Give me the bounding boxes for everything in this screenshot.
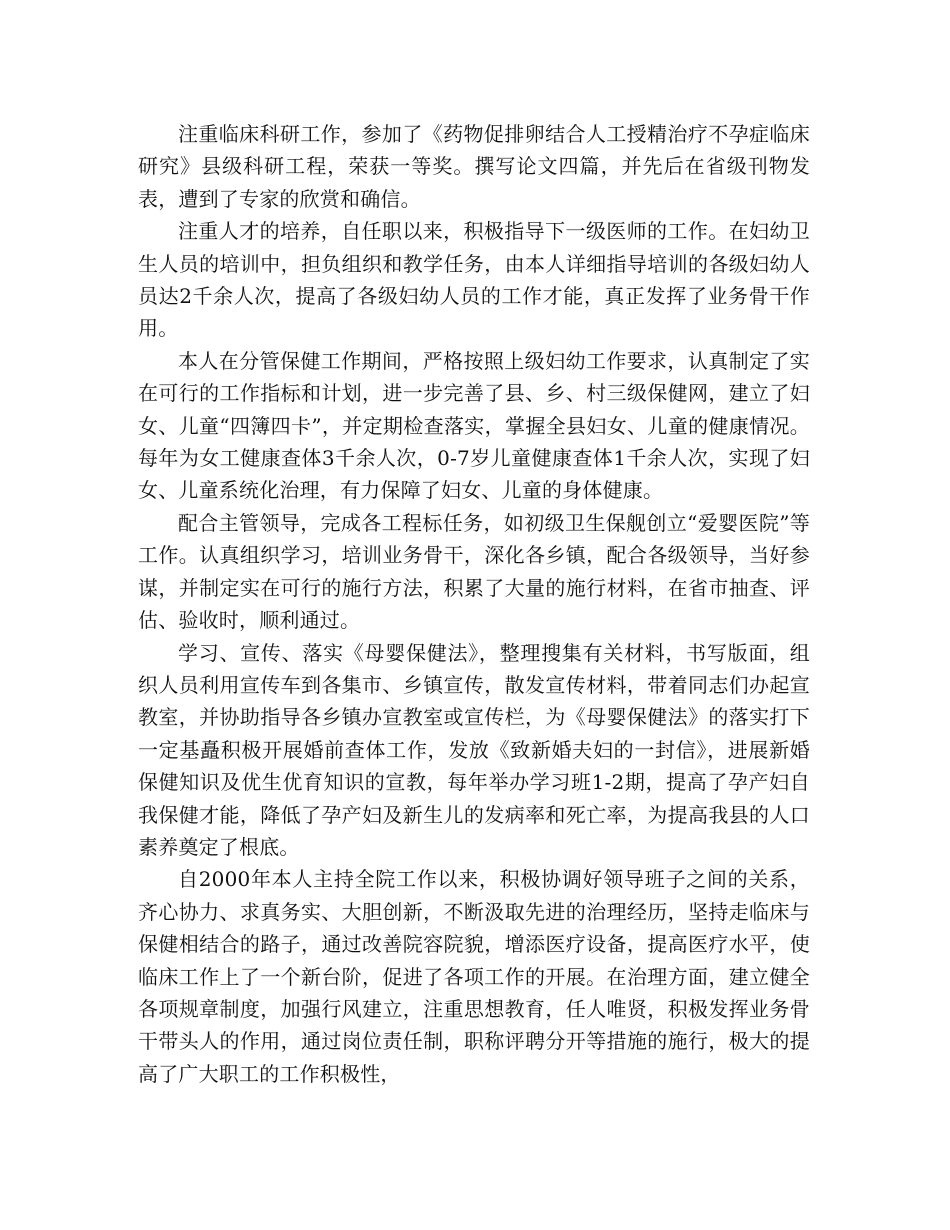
- paragraph-maternal-law-publicity: 学习、宣传、落实《母婴保健法》，整理搜集有关材料，书写版面，组织人员利用宣传车到各集市、乡镇宣传，散发宣传材料，带着同志们办起宣教室，并协助指导各乡镇办宣教室或宣传栏，为《母婴保健法》的落实打下一定基矗积极开展婚前查体工作，发放《致新婚夫妇的一封信》，进展新婚保健知识及优生优育知识的宣教，每年举办学习班1-2期，提高了孕产妇自我保健才能，降低了孕产妇及新生儿的发病率和死亡率，为提高我县的人口素养奠定了根底。: [138, 640, 810, 859]
- paragraph-hospital-management: 自2000年本人主持全院工作以来，积极协调好领导班子之间的关系，齐心协力、求真务实、大胆创新，不断汲取先进的治理经历，坚持走临床与保健相结合的路子，通过改善院容院貌，增添医疗设备，提高医疗水平，使临床工作上了一个新台阶，促进了各项工作的开展。在治理方面，建立健全各项规章制度，加强行风建立，注重思想教育，任人唯贤，积极发挥业务骨干带头人的作用，通过岗位责任制，职称评聘分开等措施的施行，极大的提高了广大职工的工作积极性，: [138, 867, 810, 1086]
- paragraph-target-tasks: 配合主管领导，完成各工程标任务，如初级卫生保舰创立“爱婴医院”等工作。认真组织学习，培训业务骨干，深化各乡镇，配合各级领导，当好参谋，并制定实在可行的施行方法，积累了大量的施行材料，在省市抽查、评估、验收时，顺利通过。: [138, 510, 810, 633]
- document-body: [138, 118, 810, 1090]
- paragraph-research: 注重临床科研工作，参加了《药物促排卵结合人工授精治疗不孕症临床研究》县级科研工程，荣获一等奖。撰写论文四篇，并先后在省级刊物发表，遭到了专家的欣赏和确信。: [138, 122, 810, 211]
- paragraph-talent-training: 注重人才的培养，自任职以来，积极指导下一级医师的工作。在妇幼卫生人员的培训中，担负组织和教学任务，由本人详细指导培训的各级妇幼人员达2千余人次，提高了各级妇幼人员的工作才能，真正发挥了业务骨干作用。: [138, 219, 810, 341]
- paragraph-health-care-work: 本人在分管保健工作期间，严格按照上级妇幼工作要求，认真制定了实在可行的工作指标和计划，进一步完善了县、乡、村三级保健网，建立了妇女、儿童“四簿四卡”，并定期检查落实，掌握全县妇女、儿童的健康情况。每年为女工健康查体3千余人次，0-7岁儿童健康查体1千余人次，实现了妇女、儿童系统化治理，有力保障了妇女、儿童的身体健康。: [138, 348, 810, 503]
